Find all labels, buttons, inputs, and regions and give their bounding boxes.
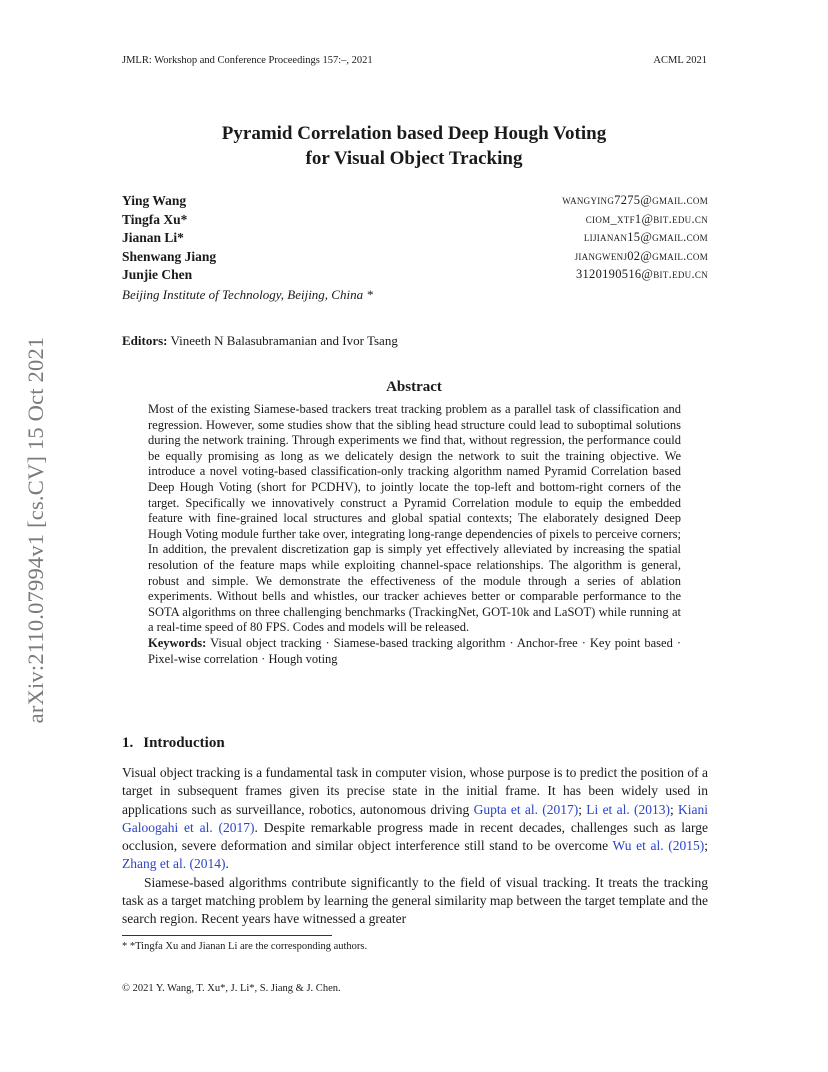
title-line-2: for Visual Object Tracking	[305, 148, 523, 169]
section-body	[122, 764, 708, 929]
separator: ;	[704, 838, 708, 854]
editors-line	[122, 333, 398, 349]
paragraph-text: Visual object tracking is a fundamental task in computer vision, whose purpose is to predict the position of a target in subsequent frames given its precise state in the initial frame. It has been widely used in applications such as surveillance, robotics, autonomous driving	[122, 765, 708, 817]
author-row	[122, 230, 708, 249]
author-name: Ying Wang	[122, 193, 187, 208]
citation-link[interactable]: Zhang et al. (2014)	[122, 856, 226, 872]
section-number: 1.	[122, 735, 134, 751]
arxiv-identifier: arXiv:2110.07994v1 [cs.CV] 15 Oct 2021	[23, 336, 48, 724]
author-row	[122, 193, 708, 212]
author-email: jiangwenj02@gmail.com	[574, 248, 708, 263]
paper-title	[0, 121, 828, 171]
section-heading	[122, 735, 225, 752]
running-header-left: JMLR: Workshop and Conference Proceedings 157:–, 2021	[122, 55, 373, 66]
keywords	[148, 636, 681, 667]
author-email: ciom_xtf1@bit.edu.cn	[585, 211, 708, 226]
section-title: Introduction	[143, 735, 225, 751]
author-name: Jianan Li*	[122, 230, 184, 245]
author-email: wangying7275@gmail.com	[562, 193, 708, 207]
running-header-right: ACML 2021	[653, 55, 707, 66]
keywords-list: Visual object tracking · Siamese-based tracking algorithm · Anchor-free · Key point based · Pixel-wise correlation · Hough voting	[148, 635, 682, 666]
abstract-text: Most of the existing Siamese-based trackers treat tracking problem as a parallel task of classification and regression. However, some studies show that the sibling head structure could lead to suboptimal solutions during the network training. Through experiments we find that, without regression, the performance could be equally promising as long as we delicately design the network to suit the training objective. We introduce a novel voting-based classification-only tracking algorithm named Pyramid Correlation based Deep Hough Voting (short for PCDHV), to jointly locate the top-left and bottom-right corners of the target. Specifically we innovatively construct a Pyramid Correlation module to equip the embedded feature with fine-grained local structures and global spatial contexts; The elaborately designed Deep Hough Voting module further take over, integrating long-range dependencies of pixels to perceive corners; In addition, the prevalent discretization gap is simply yet effectively alleviated by increasing the spatial resolution of the feature maps while exploiting channel-space relationships. The algorithm is general, robust and simple. We demonstrate the effectiveness of the module through a series of ablation experiments. Without bells and whistles, our tracker achieves better or comparable performance to the SOTA algorithms on three challenging benchmarks (TrackingNet, GOT-10k and LaSOT) while running at a real-time speed of 80 FPS. Codes and models will be released.	[148, 402, 681, 635]
paragraph	[122, 764, 708, 874]
copyright-line: © 2021 Y. Wang, T. Xu*, J. Li*, S. Jiang & J. Chen.	[122, 983, 341, 994]
footnote-rule	[122, 935, 332, 936]
author-block	[122, 193, 708, 286]
author-name: Junjie Chen	[122, 267, 193, 282]
editors-label: Editors:	[122, 333, 168, 348]
footnote: * *Tingfa Xu and Jianan Li are the corresponding authors.	[122, 941, 368, 952]
author-row	[122, 212, 708, 231]
affiliation: Beijing Institute of Technology, Beijing, China *	[122, 287, 373, 302]
citation-link[interactable]: Wu et al. (2015)	[612, 838, 705, 854]
citation-link[interactable]: Kiani Galoogahi et al. (2017)	[122, 801, 708, 835]
paragraph-text: . Despite remarkable progress made in recent decades, challenges such as large occlusion, severe deformation and similar object interference still stand to be overcome	[122, 819, 708, 854]
author-name: Tingfa Xu*	[122, 211, 188, 227]
paragraph-text: .	[225, 856, 229, 872]
title-line-1: Pyramid Correlation based Deep Hough Voting	[221, 123, 607, 144]
author-email: lijianan15@gmail.com	[583, 230, 708, 244]
abstract-body	[148, 402, 681, 667]
citation-link[interactable]: Gupta et al. (2017)	[473, 801, 579, 817]
abstract-heading: Abstract	[386, 379, 442, 395]
citation-link[interactable]: Li et al. (2013)	[586, 801, 670, 817]
keywords-label: Keywords:	[148, 635, 207, 650]
author-name: Shenwang Jiang	[122, 248, 217, 264]
paragraph: Siamese-based algorithms contribute significantly to the field of visual tracking. It treats the tracking task as a target matching problem by learning the general similarity map between the target template and the search region. Recent years have witnessed a greater	[122, 874, 708, 927]
separator: ;	[669, 801, 678, 817]
author-row	[122, 267, 708, 286]
arxiv-sidebar	[16, 300, 56, 760]
separator: ;	[578, 801, 587, 817]
author-email: 3120190516@bit.edu.cn	[575, 267, 708, 281]
author-row	[122, 249, 708, 268]
editors-names: Vineeth N Balasubramanian and Ivor Tsang	[170, 333, 398, 348]
